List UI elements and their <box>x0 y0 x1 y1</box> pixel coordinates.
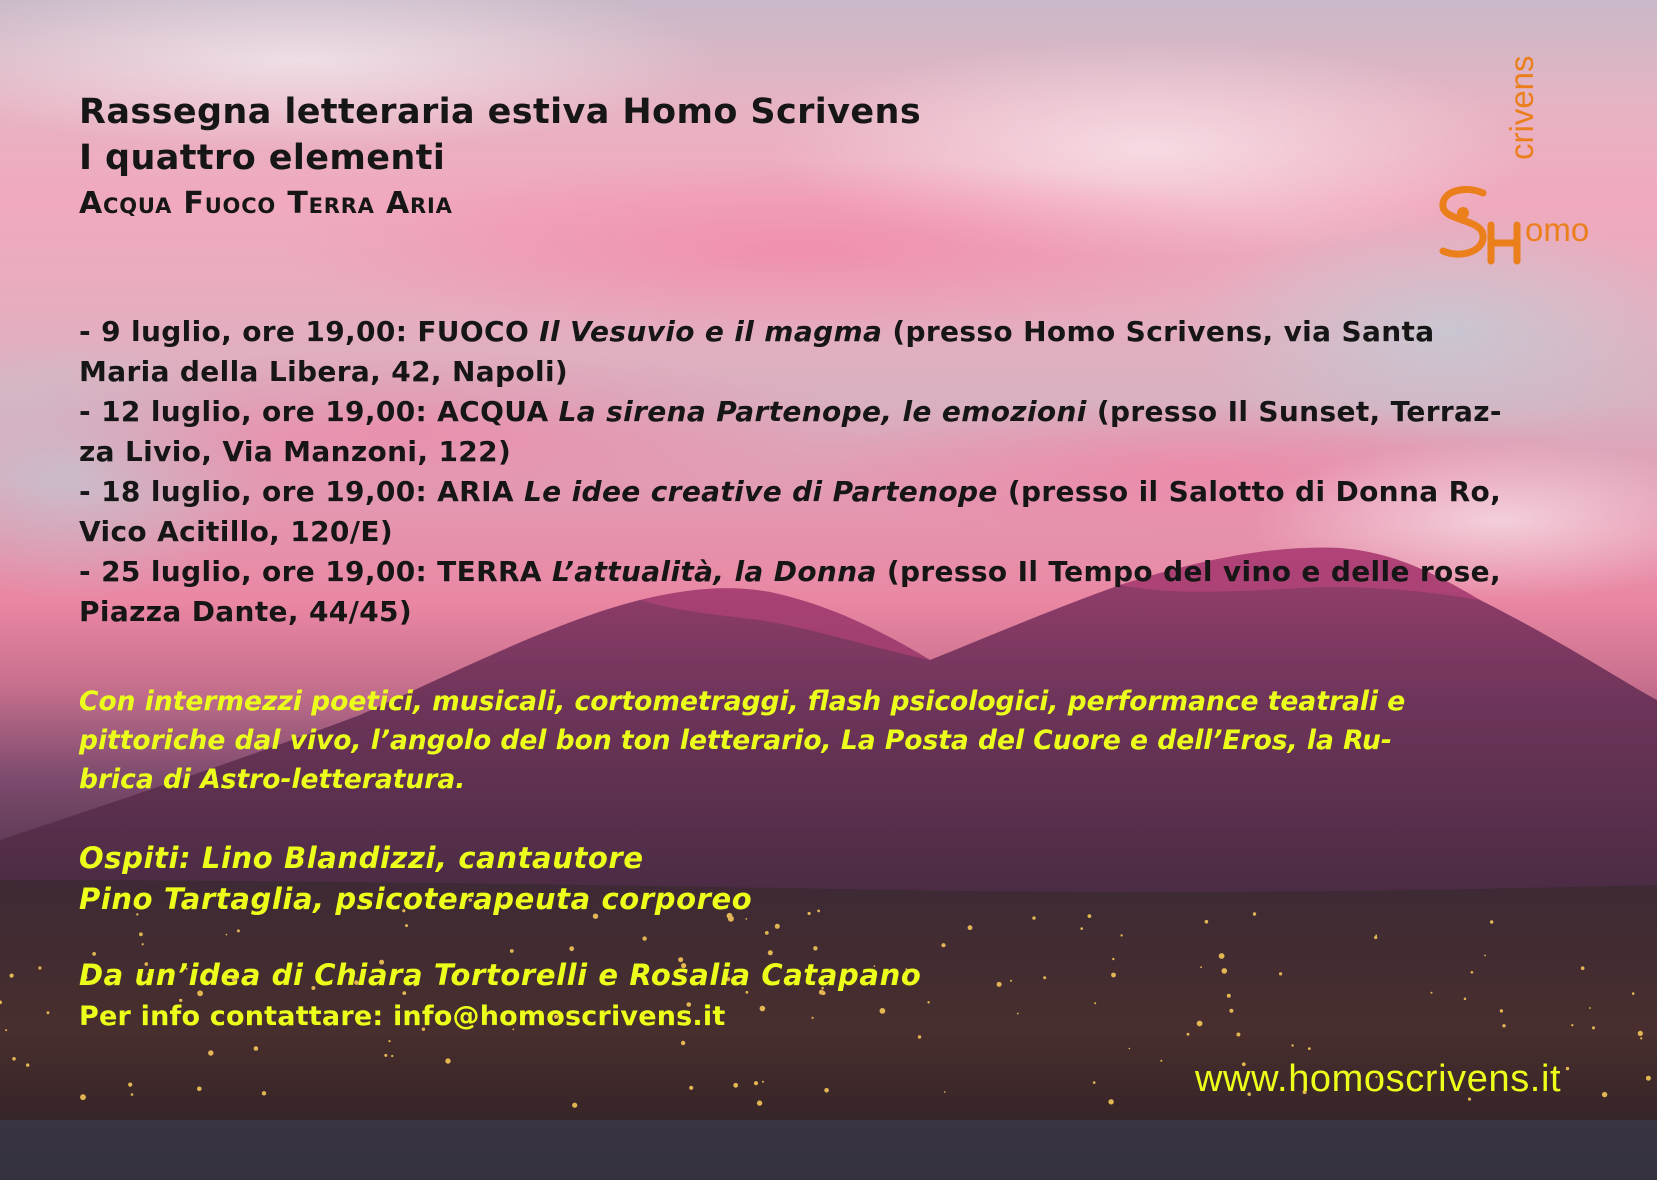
city-light <box>1431 992 1433 994</box>
city-light <box>1229 1009 1233 1013</box>
city-light <box>760 1006 766 1012</box>
city-light <box>968 925 973 930</box>
city-light <box>569 946 574 951</box>
intermezzi-line: Con intermezzi poetici, musicali, cortometraggi, flash psicologici, performance teatrali e <box>79 686 1406 717</box>
city-light <box>1197 1021 1203 1027</box>
city-light <box>757 1100 762 1105</box>
event-line-1 <box>79 472 1569 512</box>
city-light <box>1017 1013 1019 1015</box>
event-item <box>79 312 1569 392</box>
event-line-2: Vico Acitillo, 120/E) <box>79 515 393 548</box>
city-light <box>1010 980 1012 982</box>
city-light <box>1111 973 1116 978</box>
logo-word-crivens: crivens <box>1503 55 1540 160</box>
city-light <box>1088 914 1092 918</box>
logo-figure-icon <box>1421 185 1531 265</box>
city-light <box>1129 1048 1131 1050</box>
event-venue: (presso Il Tempo del vino e delle rose, <box>876 555 1501 588</box>
event-venue: (presso il Salotto di Donna Ro, <box>997 475 1502 508</box>
event-line-2: Piazza Dante, 44/45) <box>79 595 413 628</box>
city-light <box>880 1008 886 1014</box>
event-title: La sirena Partenope, le emozioni <box>558 395 1087 428</box>
city-light <box>12 1057 16 1061</box>
event-item <box>79 552 1569 632</box>
city-light <box>1308 1047 1311 1050</box>
event-line-1 <box>79 392 1569 432</box>
guests-block <box>79 838 752 920</box>
city-light <box>1484 955 1486 957</box>
city-light <box>226 934 228 936</box>
event-series-title: Rassegna letteraria estiva Homo Scrivens <box>79 92 922 132</box>
city-light <box>1227 994 1231 998</box>
city-light <box>10 974 14 978</box>
city-light <box>128 1083 132 1087</box>
city-light <box>775 924 780 929</box>
event-date: - 9 luglio, ore 19,00: FUOCO <box>79 315 540 348</box>
event-date: - 25 luglio, ore 19,00: TERRA <box>79 555 553 588</box>
event-line-2: za Livio, Via Manzoni, 122) <box>79 435 512 468</box>
city-light <box>1464 998 1467 1001</box>
city-light <box>38 966 41 969</box>
city-light <box>768 950 773 955</box>
homo-scrivens-logo <box>1415 55 1590 270</box>
element-acqua: ACQUA <box>79 186 173 221</box>
city-light <box>1032 916 1035 919</box>
city-light <box>237 929 240 932</box>
credits-line: Da un’idea di Chiara Tortorelli e Rosalia Catapano <box>79 958 922 992</box>
city-light <box>918 1035 921 1038</box>
city-light <box>681 1041 685 1045</box>
city-light <box>1291 1044 1293 1046</box>
event-series-subtitle: I quattro elementi <box>79 138 446 178</box>
city-light <box>1490 920 1493 923</box>
city-light <box>944 1091 946 1093</box>
city-light <box>997 982 1002 987</box>
city-light <box>405 924 408 927</box>
event-title: Le idee creative di Partenope <box>523 475 998 508</box>
event-item <box>79 392 1569 472</box>
city-light <box>754 1081 758 1085</box>
city-light <box>1222 968 1228 974</box>
city-light <box>1374 936 1377 939</box>
city-light <box>1592 1026 1595 1029</box>
intermezzi-line: brica di Astro-letteratura. <box>79 764 466 795</box>
element-terra: TERRA <box>287 186 375 221</box>
guest-line: Pino Tartaglia, psicoterapeuta corporeo <box>79 882 753 916</box>
city-light <box>1236 1033 1240 1037</box>
city-light <box>1160 1060 1162 1062</box>
city-light <box>1094 1002 1096 1004</box>
city-light <box>1080 927 1083 930</box>
guest-line: Ospiti: Lino Blandizzi, cantautore <box>79 841 644 875</box>
city-light <box>1205 920 1209 924</box>
city-light <box>384 1054 387 1057</box>
event-line-1 <box>79 552 1569 592</box>
city-light <box>1200 966 1202 968</box>
city-light <box>812 1017 814 1019</box>
city-light <box>1093 1081 1096 1084</box>
event-date: - 18 luglio, ore 19,00: ARIA <box>79 475 524 508</box>
city-light <box>208 1050 213 1055</box>
city-light <box>1581 966 1585 970</box>
city-light <box>733 1083 738 1088</box>
four-elements-line <box>79 186 453 221</box>
event-venue: (presso Il Sunset, Terraz- <box>1086 395 1502 428</box>
city-light <box>927 1001 929 1003</box>
city-light <box>642 936 646 940</box>
event-title: L’attualità, la Donna <box>552 555 877 588</box>
city-light <box>1640 1037 1642 1039</box>
city-light <box>941 943 945 947</box>
city-light <box>762 1081 764 1083</box>
city-light <box>1112 958 1114 960</box>
city-light <box>26 1063 29 1066</box>
event-venue: (presso Homo Scrivens, via Santa <box>882 315 1435 348</box>
city-light <box>92 952 96 956</box>
city-light <box>1602 1092 1607 1097</box>
city-light <box>1279 972 1282 975</box>
event-line-1 <box>79 312 1569 352</box>
intermezzi-line: pittoriche dal vivo, l’angolo del bon ton letterario, La Posta del Cuore e dell’Eros, la Ru- <box>79 725 1392 756</box>
city-light <box>1502 1024 1505 1027</box>
city-light <box>1253 912 1256 915</box>
event-list <box>79 312 1569 632</box>
city-light <box>388 1040 390 1042</box>
city-light <box>445 1058 450 1063</box>
intermezzi-paragraph <box>79 682 1405 799</box>
city-light <box>765 931 769 935</box>
contact-info: Per info contattare: info@homoscrivens.it <box>79 1001 726 1032</box>
city-light <box>80 1094 86 1100</box>
city-light <box>817 910 820 913</box>
city-light <box>197 1087 202 1092</box>
city-light <box>689 1086 693 1090</box>
city-light <box>5 1029 7 1031</box>
city-light <box>1566 1067 1569 1070</box>
city-light <box>1571 1024 1573 1026</box>
city-light <box>142 943 144 945</box>
city-light <box>1589 1007 1591 1009</box>
element-aria: ARIA <box>385 186 453 221</box>
website-link[interactable]: www.homoscrivens.it <box>1195 1058 1562 1100</box>
city-light <box>139 932 143 936</box>
city-light <box>391 1055 393 1057</box>
city-light <box>1043 976 1046 979</box>
city-light <box>1108 1099 1113 1104</box>
city-light <box>47 1011 50 1014</box>
city-light <box>1471 971 1474 974</box>
city-light <box>1187 1033 1190 1036</box>
city-light <box>1632 992 1635 995</box>
city-light <box>1646 1076 1651 1081</box>
city-light <box>510 949 514 953</box>
event-title: Il Vesuvio e il magma <box>539 315 883 348</box>
city-light <box>1219 953 1225 959</box>
city-light <box>254 1046 259 1051</box>
event-line-2: Maria della Libera, 42, Napoli) <box>79 355 569 388</box>
logo-word-omo: omo <box>1525 211 1590 248</box>
element-fuoco: FUOCO <box>183 186 277 221</box>
city-light <box>572 1103 577 1108</box>
city-light <box>262 1091 266 1095</box>
event-date: - 12 luglio, ore 19,00: ACQUA <box>79 395 559 428</box>
event-item <box>79 472 1569 552</box>
city-light <box>131 1093 134 1096</box>
city-light <box>824 1088 829 1093</box>
city-light <box>1638 1031 1643 1036</box>
city-light <box>1120 934 1122 936</box>
city-light <box>813 946 817 950</box>
city-light <box>1500 1009 1503 1012</box>
city-light <box>808 912 811 915</box>
